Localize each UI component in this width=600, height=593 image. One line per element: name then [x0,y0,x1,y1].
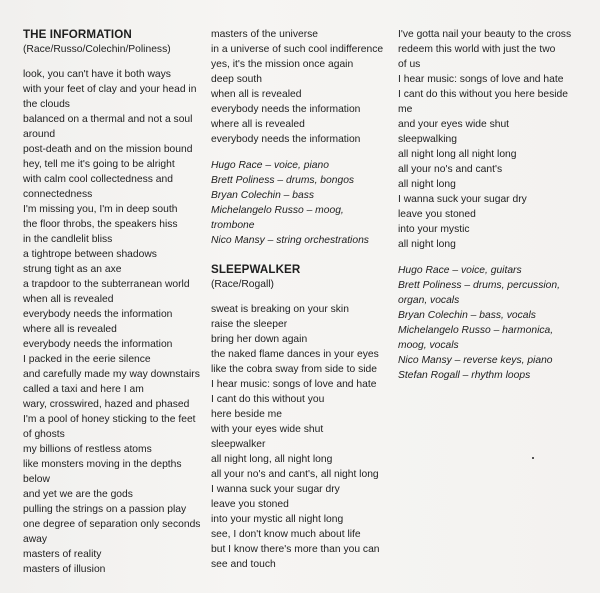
column-1 [23,27,205,577]
text-line: wary, crosswired, hazed and phased [23,399,190,410]
text-line: I'm a pool of honey sticking to the feet [23,414,196,425]
column-2 [211,27,389,572]
text-line: when all is revealed [23,294,114,305]
text-line: deep south [211,74,262,85]
text-line: away [23,534,48,545]
text-line: bring her down again [211,334,308,345]
text-line: Nico Mansy – reverse keys, piano [398,355,553,366]
text-line: where all is revealed [23,324,117,335]
text-line: I cant do this without you here beside [398,89,569,100]
text-line: masters of the universe [211,29,319,40]
text-line: everybody needs the information [23,339,173,350]
players-the-information [211,158,389,248]
text-line: I'm missing you, I'm in deep south [23,204,178,215]
text-line: called a taxi and here I am [23,384,144,395]
text-line: with your eyes wide shut [211,424,324,435]
text-line: look, you can't have it both ways [23,69,171,80]
song-title-sleepwalker: SLEEPWALKER [211,263,301,276]
text-line: Bryan Colechin – bass [211,190,315,201]
song-credit-sleepwalker: (Race/Rogall) [211,279,274,290]
text-line: into your mystic [398,224,470,235]
text-line: see, I don't know much about life [211,529,361,540]
text-line: sweat is breaking on your skin [211,304,349,315]
print-speck [532,457,534,459]
text-line: leave you stoned [398,209,476,220]
text-line: pulling the strings on a passion play [23,504,187,515]
text-line: the naked flame dances in your eyes [211,349,379,360]
text-line: into your mystic all night long [211,514,344,525]
text-line: like the cobra sway from side to side [211,364,377,375]
text-line: hey, tell me it's going to be alright [23,159,175,170]
text-line: balanced on a thermal and not a soul [23,114,193,125]
text-line: below [23,474,50,485]
lyrics-sleepwalker-part-1 [211,302,389,572]
text-line: I cant do this without you [211,394,325,405]
text-line: everybody needs the information [211,104,361,115]
text-line: all night long [398,179,456,190]
text-line: in the candlelit bliss [23,234,113,245]
song-title-the-information: THE INFORMATION [23,28,132,41]
text-line: I wanna suck your sugar dry [211,484,340,495]
text-line: Hugo Race – voice, guitars [398,265,522,276]
text-line: I wanna suck your sugar dry [398,194,527,205]
text-line: Stefan Rogall – rhythm loops [398,370,531,381]
text-line: of ghosts [23,429,65,440]
text-line: the clouds [23,99,70,110]
text-line: moog, vocals [398,340,459,351]
text-line: all night long, all night long [211,454,333,465]
lyrics-sleepwalker-part-2 [398,27,578,252]
text-line: post-death and on the mission bound [23,144,193,155]
text-line: here beside me [211,409,282,420]
text-line: raise the sleeper [211,319,288,330]
text-line: connectedness [23,189,93,200]
text-line: in a universe of such cool indifference [211,44,384,55]
text-line: Brett Poliness – drums, bongos [211,175,355,186]
text-line: Bryan Colechin – bass, vocals [398,310,536,321]
lyrics-the-information-part-2 [211,27,389,147]
lyrics-the-information-part-1 [23,67,205,577]
text-line: I hear music: songs of love and hate [211,379,377,390]
text-line: Brett Poliness – drums, percussion, [398,280,560,291]
text-line: where all is revealed [211,119,305,130]
text-line: trombone [211,220,255,231]
text-line: everybody needs the information [23,309,173,320]
text-line: my billions of restless atoms [23,444,152,455]
text-line: all night long [398,239,456,250]
text-line: sleepwalker [211,439,266,450]
text-line: masters of reality [23,549,102,560]
text-line: with your feet of clay and your head in [23,84,197,95]
text-line: a tightrope between shadows [23,249,157,260]
text-line: of us [398,59,421,70]
text-line: Nico Mansy – string orchestrations [211,235,369,246]
text-line: with calm cool collectedness and [23,174,173,185]
text-line: leave you stoned [211,499,289,510]
text-line: me [398,104,413,115]
text-line: all your no's and cant's [398,164,503,175]
text-line: organ, vocals [398,295,460,306]
text-line: when all is revealed [211,89,302,100]
text-line: the floor throbs, the speakers hiss [23,219,178,230]
text-line: masters of illusion [23,564,106,575]
text-line: one degree of separation only seconds [23,519,201,530]
text-line: around [23,129,56,140]
text-line: redeem this world with just the two [398,44,556,55]
players-sleepwalker [398,263,578,383]
song-credit-the-information: (Race/Russo/Colechin/Poliness) [23,44,171,55]
text-line: a trapdoor to the subterranean world [23,279,190,290]
text-line: strung tight as an axe [23,264,122,275]
text-line: Michelangelo Russo – harmonica, [398,325,554,336]
text-line: sleepwalking [398,134,457,145]
column-3 [398,27,578,383]
text-line: and yet we are the gods [23,489,133,500]
text-line: I've gotta nail your beauty to the cross [398,29,572,40]
text-line: see and touch [211,559,276,570]
text-line: yes, it's the mission once again [211,59,354,70]
text-line: and carefully made my way downstairs [23,369,200,380]
text-line: I packed in the eerie silence [23,354,151,365]
text-line: but I know there's more than you can [211,544,380,555]
text-line: Hugo Race – voice, piano [211,160,329,171]
text-line: like monsters moving in the depths [23,459,182,470]
text-line: Michelangelo Russo – moog, [211,205,344,216]
text-line: I hear music: songs of love and hate [398,74,564,85]
text-line: all your no's and cant's, all night long [211,469,379,480]
text-line: everybody needs the information [211,134,361,145]
text-line: all night long all night long [398,149,517,160]
text-line: and your eyes wide shut [398,119,510,130]
